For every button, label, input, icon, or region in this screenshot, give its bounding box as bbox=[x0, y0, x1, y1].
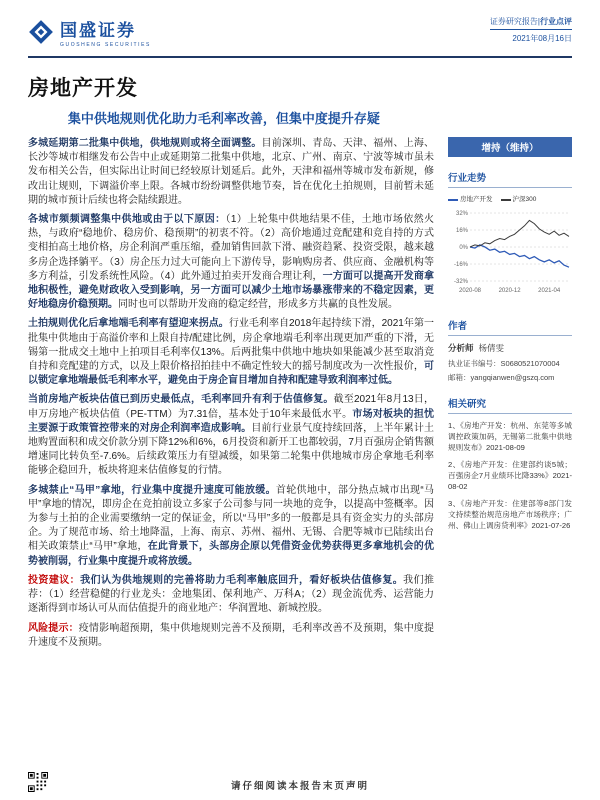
risk-warning-label: 风险提示： bbox=[28, 622, 79, 634]
brand-text bbox=[60, 16, 151, 48]
industry-trend-heading: 行业走势 bbox=[448, 170, 572, 188]
paragraph-4 bbox=[28, 393, 434, 478]
email-label: 邮箱： bbox=[448, 373, 471, 382]
report-date: 2021年08月16日 bbox=[512, 34, 572, 43]
svg-text:32%: 32% bbox=[455, 211, 468, 217]
paragraph-2 bbox=[28, 213, 434, 312]
author-heading: 作者 bbox=[448, 318, 572, 336]
svg-text:0%: 0% bbox=[459, 245, 468, 251]
paragraph-4-body: 截至2021年8月13日，申万房地产板块估值（PE-TTM）为7.31倍，基本处于10年来最低水平。 bbox=[28, 394, 434, 420]
paragraph-5-bold: 在此背景下，头部房企原以凭借资金优势获得更多拿地机会的优势被削弱，行业集中度提升或将放缓。 bbox=[28, 541, 434, 567]
content-columns bbox=[28, 137, 572, 655]
svg-text:-16%: -16% bbox=[453, 262, 468, 268]
report-type: 证券研究报告 bbox=[489, 17, 538, 26]
sidebar bbox=[448, 137, 572, 655]
qr-code-icon bbox=[28, 772, 48, 792]
svg-text:16%: 16% bbox=[455, 228, 468, 234]
author-name: 杨倩雯 bbox=[478, 343, 505, 353]
paragraph-2-tail: 同时也可以帮助开发商的稳定经营，形成多方共赢的良性发展。 bbox=[118, 299, 398, 311]
author-row bbox=[448, 342, 572, 354]
report-footer bbox=[0, 778, 600, 792]
paragraph-1-body: 目前深圳、青岛、天津、福州、上海、长沙等城市相继发布公告中止或延期第二批集中供地，北京、广州、南京、宁波等城市虽未发布相关公告，但实际出让时间已经较原计划延后。此外，天津和福州等城市发布新规，修改出让规则，下调溢价率上限。各城市纷纷调整供地节奏，旨在优化土拍规则，目前暂未延期的城市预计后续也将会陆续跟进。 bbox=[28, 138, 435, 206]
trend-line-chart bbox=[448, 205, 572, 305]
industry-trend-chart bbox=[448, 194, 572, 305]
page-title: 房地产开发 bbox=[28, 77, 138, 100]
brand-name: 国盛证券 bbox=[60, 21, 136, 40]
legend-line-icon bbox=[448, 199, 458, 201]
paragraph-3 bbox=[28, 317, 434, 388]
main-text-column bbox=[28, 137, 434, 655]
research-item-2: 2、《房地产开发：住建部约谈5城；百强房企7月业绩环比降33%》2021-08-02 bbox=[448, 460, 572, 491]
related-research-heading: 相关研究 bbox=[448, 396, 572, 414]
risk-warning-body: 疫情影响超预期，集中供地规则完善不及预期，毛利率改善不及预期，集中度提升速度不及预期。 bbox=[28, 622, 435, 648]
svg-text:2020-08: 2020-08 bbox=[458, 288, 482, 294]
paragraph-5-lead: 多城禁止“马甲”拿地，行业集中度提升速度可能放缓。 bbox=[28, 484, 276, 496]
paragraph-3-bold: 可以锁定拿地端最低毛利率水平，避免由于房企盲目增加自持和配建导致利润率过低。 bbox=[28, 361, 434, 387]
paragraph-5-body: 首轮供地中，部分热点城市出现“马甲”拿地的情况，即房企在竞拍前设立多家子公司参与同一块地的竞争，以提高中签概率。因为参与土拍的企业需要缴纳一定的保证金，所以“马甲”多的一般都是具有资金实力的头部房企。为了规范市场、给土地降温，上海、南京、苏州、福州、无锡、合肥等城市已陆续出台相关政策禁止“马甲”拿地， bbox=[28, 484, 434, 553]
paragraph-2-body: （1）上轮集中供地结果不佳，土地市场依然火热，与政府“稳地价、稳房价、稳预期”的初衷不符。（2）高价地通过竞配建和竞自持的方式变相拍高土地价格，房企利润严重压缩，叠加销售回款下滑、融资趋紧、投资受限，越来越多房企选择躺平。（3）房企压力过大可能向上下游传导，影响购房者、供应商、金融机构等多方利益，引发系统性风险。（4）此外通过拍卖开发商合理让利， bbox=[28, 214, 435, 282]
paragraph-5 bbox=[28, 484, 434, 569]
paragraph-1 bbox=[28, 137, 434, 208]
company-logo-icon bbox=[28, 19, 54, 45]
svg-text:2020-12: 2020-12 bbox=[498, 288, 521, 294]
header-meta bbox=[490, 16, 572, 44]
report-type-line bbox=[490, 16, 572, 30]
paragraph-2-lead: 各城市频频调整集中供地或由于以下原因： bbox=[28, 214, 226, 226]
legend-item-real-estate bbox=[448, 194, 493, 203]
footer-disclaimer: 请仔细阅读本报告末页声明 bbox=[230, 781, 369, 792]
investment-advice-bold: 我们认为供地规则的完善将助力毛利率触底回升，看好板块估值修复。 bbox=[80, 574, 404, 586]
investment-advice-paragraph bbox=[28, 574, 434, 617]
author-license-line bbox=[448, 358, 572, 369]
risk-warning-paragraph bbox=[28, 622, 434, 650]
brand-subtitle: GUOSHENG SECURITIES bbox=[60, 42, 151, 48]
separator: | bbox=[537, 17, 540, 26]
paragraph-4-tail: 目前行业景气度持续回落，上半年累计土地购置面积和成交价款分别下降12%和6%，6月投资和新开工也都较弱，7月百强房企销售额增速同比转负至-7.6%。后续政策压力有望减缓，如果第二轮集中供地城市房企拿地毛利率能够企稳回升，板块将迎来估值修复的行情。 bbox=[28, 422, 435, 477]
investment-advice-label: 投资建议： bbox=[28, 574, 81, 586]
paragraph-4-lead: 当前房地产板块估值已到历史最低点，毛利率回升有利于估值修复。 bbox=[28, 394, 334, 406]
paragraph-1-lead: 多城延期第二批集中供地，供地规则或将全面调整。 bbox=[28, 138, 262, 149]
rating-badge: 增持（维持） bbox=[448, 137, 572, 157]
svg-text:-32%: -32% bbox=[453, 279, 468, 285]
email-link[interactable]: yangqianwen@gszq.com bbox=[470, 373, 555, 382]
paragraph-4-bold: 市场对板块的担忧主要源于政策管控带来的对房企利润率造成影响。 bbox=[28, 408, 434, 434]
report-subtitle: 集中供地规则优化助力毛利率改善，但集中度提升存疑 bbox=[67, 111, 380, 126]
report-header bbox=[28, 16, 572, 48]
legend-label-real-estate: 房地产开发 bbox=[460, 196, 493, 203]
header-divider bbox=[28, 56, 572, 58]
legend-label-csi300: 沪深300 bbox=[512, 196, 537, 203]
report-category: 行业点评 bbox=[540, 17, 572, 26]
paragraph-3-lead: 土拍规则优化后拿地端毛利率有望迎来拐点。 bbox=[28, 318, 229, 330]
brand bbox=[28, 16, 151, 48]
chart-legend bbox=[448, 194, 572, 203]
svg-text:2021-04: 2021-04 bbox=[538, 288, 561, 294]
investment-advice-body: 我们推荐：（1）经营稳健的行业龙头：金地集团、保利地产、万科A；（2）现金流优秀、运营能力逐渐得到市场认可从而估值提升的商业地产：华润置地、新城控股。 bbox=[28, 574, 435, 615]
license-label: 执业证书编号： bbox=[448, 359, 501, 368]
legend-line-icon bbox=[501, 199, 511, 201]
author-email-line bbox=[448, 372, 572, 383]
license-number: S0680521070004 bbox=[500, 359, 560, 368]
paragraph-2-bold: 一方面可以提高开发商拿地积极性，避免财政收入受到影响，另一方面可以减少土地市场暴涨带来的不稳定因素，更好地稳房价稳预期。 bbox=[28, 270, 435, 311]
research-item-1: 1、《房地产开发：杭州、东莞等多城调控政策加码，无锡第二批集中供地规则发布》2021-08-09 bbox=[448, 421, 572, 452]
paragraph-3-body: 行业毛利率自2018年起持续下滑，2021年第一批集中供地由于高溢价率和上限自持/配建比例，房企拿地端毛利率出现更加严重的下滑，无锡第一批成交土地中上拍项目毛利率仅13%。后两批集中供地中地块如果能减少甚至取消竞自持和竞配建的方式，以及上限价格招拍挂中不确定性较大的摇号制度改为一次性报价， bbox=[28, 318, 434, 373]
research-item-3: 3、《房地产开发：住建部等8部门发文持续整治规范房地产市场秩序；广州、佛山上调房贷利率》2021-07-26 bbox=[448, 499, 572, 530]
author-role: 分析师 bbox=[448, 343, 474, 353]
legend-item-csi300 bbox=[501, 194, 537, 203]
